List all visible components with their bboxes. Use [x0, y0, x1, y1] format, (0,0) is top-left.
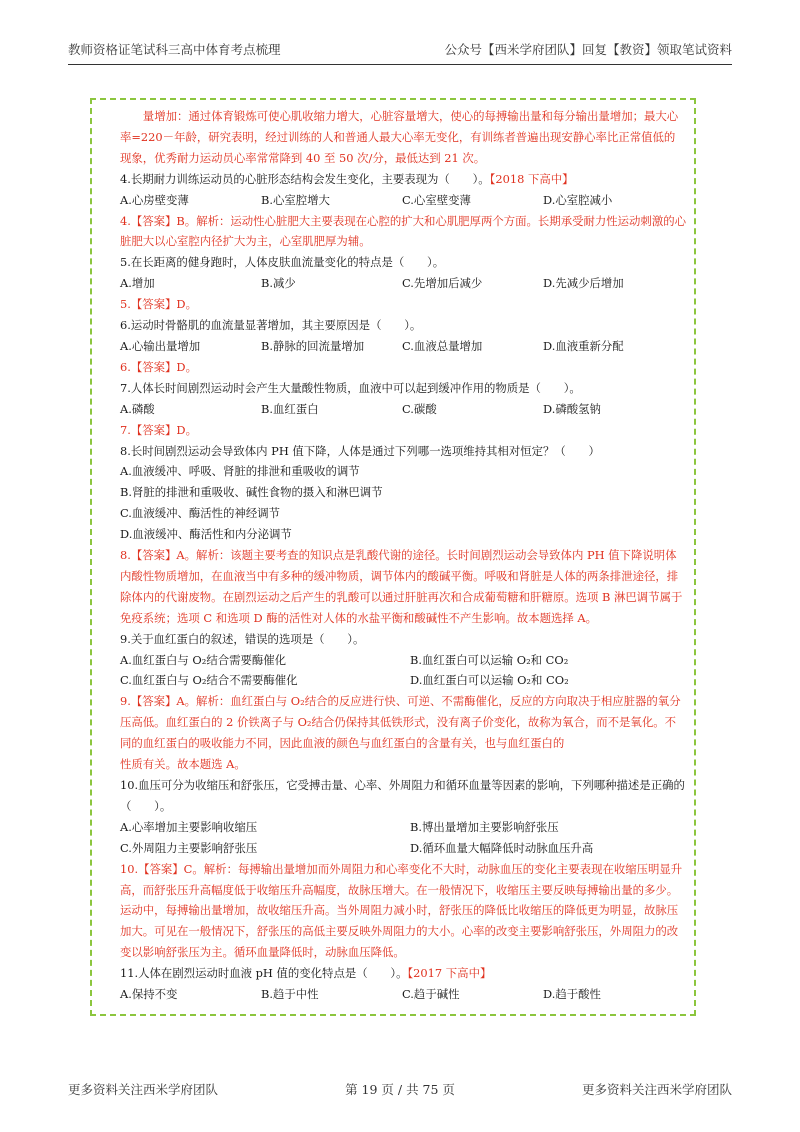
header-left-title: 教师资格证笔试科三高中体育考点梳理: [68, 42, 281, 57]
question-11: [120, 963, 686, 984]
question-10-answer: 10.【答案】C。解析：每搏输出量增加而外周阻力和心率变化不大时，动脉血压的变化主要表现在收缩压明显升高，而舒张压升高幅度低于收缩压升高幅度，故脉压增大。在一般情况下，收缩压主要反映每搏输出量的多少。运动中，每搏输出量增加，故收缩压升高。当外周阻力减小时，舒张压的降低比收缩压的降低更为明显，故脉压加大。可见在一般情况下，舒张压的高低主要反映外周阻力的大小。心率的改变主要影响舒张压，外周阻力的改变以影响舒张压为主。循环血量降低时，动脉血压降低。: [120, 861, 683, 960]
page-footer: [68, 1080, 732, 1098]
option: A.心输出量增加: [120, 338, 201, 353]
option: C.血液缓冲、酶活性的神经调节: [120, 506, 281, 521]
question-4: [120, 169, 686, 190]
option: B.减少: [261, 276, 296, 291]
option: B.静脉的回流量增加: [261, 338, 365, 353]
option: A.保持不变: [120, 987, 178, 1002]
question-7-stem: 7.人体长时间剧烈运动时会产生大量酸性物质，血液中可以起到缓冲作用的物质是（ ）。: [120, 380, 581, 395]
page-header: [68, 40, 732, 65]
option: B.博出量增加主要影响舒张压: [410, 819, 559, 834]
option: B.心室腔增大: [261, 192, 330, 207]
option: C.碳酸: [402, 401, 437, 416]
footer-left: 更多资料关注西米学府团队: [68, 1082, 219, 1097]
question-8-answer: 8.【答案】A。解析：该题主要考查的知识点是乳酸代谢的途径。长时间剧烈运动会导致体内 PH 值下降说明体内酸性物质增加，在血液当中有多种的缓冲物质，调节体内的酸碱平衡。呼吸和肾脏是人体的两条排泄途径，排除体内的代谢废物。在剧烈运动之后产生的乳酸可以通过肝脏再次和合成葡萄糖和肝糖原。选项 B 淋巴调节属于免疫系统；选项 C 和选项 D 酶的活性对人体的水盐平衡和酸碱性不产生影响。故本题选择 A。: [120, 548, 683, 625]
question-4-answer: 4.【答案】B。解析：运动性心脏肥大主要表现在心腔的扩大和心肌肥厚两个方面。长期承受耐力性运动刺激的心脏肥大以心室腔内径扩大为主，心室肌肥厚为辅。: [120, 213, 686, 249]
intro-paragraph: 量增加：通过体育锻炼可使心肌收缩力增大，心脏容量增大，使心的每搏输出量和每分输出量增加；最大心率=220－年龄，研究表明，经过训练的人和普通人最大心率无变化，有训练者普遍出现安静心率比正常值低的现象，优秀耐力运动员心率常常降到 40 至 50 次/分，最低达到 21 次。: [120, 109, 679, 165]
option: B.血红蛋白: [261, 401, 319, 416]
question-7-options: [120, 399, 686, 420]
option: A.血红蛋白与 O₂结合需要酶催化: [120, 652, 287, 667]
option: B.趋于中性: [261, 987, 319, 1002]
option: D.心室腔减小: [543, 192, 613, 207]
question-5-answer: 5.【答案】D。: [120, 297, 197, 312]
option: A.心房壁变薄: [120, 192, 189, 207]
option: D.循环血量大幅降低时动脉血压升高: [410, 840, 594, 855]
question-4-options: [120, 190, 686, 211]
question-11-options: [120, 984, 686, 1005]
question-5-options: [120, 273, 686, 294]
question-9-stem: 9.关于血红蛋白的叙述，错误的选项是（ ）。: [120, 631, 365, 646]
option: A.增加: [120, 276, 155, 291]
option: D.先减少后增加: [543, 276, 624, 291]
option: C.血液总量增加: [402, 338, 483, 353]
question-9-answer: 9.【答案】A。解析：血红蛋白与 O₂结合的反应进行快、可逆、不需酶催化，反应的方向取决于相应脏器的氧分压高低。血红蛋白的 2 价铁离子与 O₂结合仍保持其低铁形式，没有离子价变化，故称为氧合，而不是氧化。不同的血红蛋白的吸收能力不同，因此血液的颜色与血红蛋白的含量有关，也与血红蛋白的: [120, 694, 681, 751]
question-content: [120, 106, 686, 1005]
option: A.心率增加主要影响收缩压: [120, 819, 258, 834]
question-10-options: [120, 817, 686, 859]
option: D.血红蛋白可以运输 O₂和 CO₂: [410, 673, 569, 688]
option: B.血红蛋白可以运输 O₂和 CO₂: [410, 652, 569, 667]
question-4-stem: 4.长期耐力训练运动员的心脏形态结构会发生变化，主要表现为（ ）。: [120, 171, 490, 186]
option: A.血液缓冲、呼吸、肾脏的排泄和重吸收的调节: [120, 464, 360, 479]
question-7-answer: 7.【答案】D。: [120, 422, 197, 437]
option: A.磷酸: [120, 401, 155, 416]
question-6-stem: 6.运动时骨骼肌的血流量显著增加，其主要原因是（ ）。: [120, 318, 422, 333]
option: C.血红蛋白与 O₂结合不需要酶催化: [120, 673, 298, 688]
page-number: 第 19 页 / 共 75 页: [345, 1082, 455, 1097]
option: D.血液重新分配: [543, 338, 624, 353]
question-8-stem: 8.长时间剧烈运动会导致体内 PH 值下降，人体是通过下列哪一选项维持其相对恒定？（ ）: [120, 443, 600, 458]
option: D.趋于酸性: [543, 987, 601, 1002]
option: D.磷酸氢钠: [543, 401, 601, 416]
question-11-tag: 【2017 下高中】: [407, 966, 492, 981]
question-9-answer-end: 性质有关。故本题选 A。: [120, 757, 246, 772]
option: D.血液缓冲、酶活性和内分泌调节: [120, 527, 292, 542]
option: C.趋于碱性: [402, 987, 460, 1002]
option: C.先增加后减少: [402, 276, 483, 291]
question-5-stem: 5.在长距离的健身跑时，人体皮肤血流量变化的特点是（ ）。: [120, 255, 445, 270]
question-6-answer: 6.【答案】D。: [120, 359, 197, 374]
option: B.肾脏的排泄和重吸收、碱性食物的摄入和淋巴调节: [120, 485, 383, 500]
question-10-stem: 10.血压可分为收缩压和舒张压，它受搏击量、心率、外周阻力和循环血量等因素的影响，下列哪种描述是正确的（ ）。: [120, 778, 685, 813]
question-6-options: [120, 336, 686, 357]
question-4-tag: 【2018 下高中】: [489, 171, 574, 186]
header-right-promo: 公众号【西米学府团队】回复【教资】领取笔试资料: [444, 42, 732, 57]
question-11-stem: 11.人体在剧烈运动时血液 pH 值的变化特点是（ ）。: [120, 966, 408, 981]
option: C.外周阻力主要影响舒张压: [120, 840, 258, 855]
question-9-options: [120, 650, 686, 692]
footer-right: 更多资料关注西米学府团队: [581, 1082, 732, 1097]
option: C.心室壁变薄: [402, 192, 471, 207]
